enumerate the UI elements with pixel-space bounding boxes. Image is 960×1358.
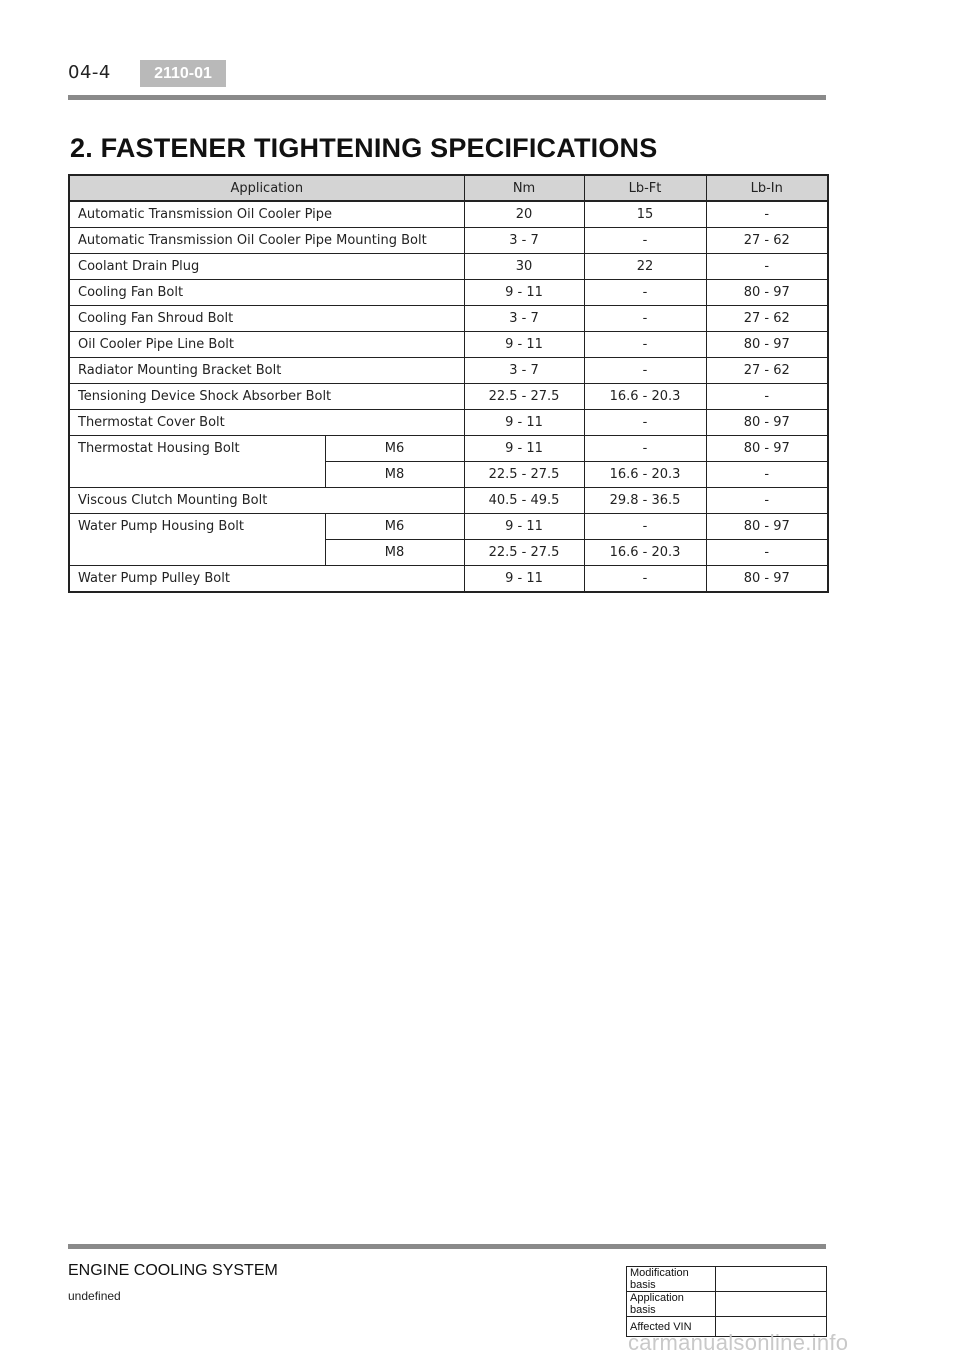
cell-nm: 3 - 7 — [464, 358, 584, 384]
cell-nm: 9 - 11 — [464, 280, 584, 306]
table-row — [69, 280, 828, 306]
table-row — [69, 566, 828, 593]
cell-lbin: - — [706, 254, 828, 280]
fastener-spec-table — [68, 174, 829, 593]
cell-lbft: 22 — [584, 254, 706, 280]
footer-subtitle: undefined — [68, 1289, 121, 1303]
cell-nm: 9 - 11 — [464, 332, 584, 358]
cell-lbin: 27 - 62 — [706, 358, 828, 384]
cell-application: Oil Cooler Pipe Line Bolt — [69, 332, 464, 358]
cell-application: Automatic Transmission Oil Cooler Pipe Mounting Bolt — [69, 228, 464, 254]
cell-application: Viscous Clutch Mounting Bolt — [69, 488, 464, 514]
table-row — [69, 201, 828, 228]
cell-nm: 9 - 11 — [464, 436, 584, 462]
table-row — [69, 358, 828, 384]
cell-lbft: - — [584, 358, 706, 384]
header-rule — [68, 95, 826, 100]
cell-bolt-size: M6 — [325, 436, 464, 462]
table-row — [69, 410, 828, 436]
table-header-row — [69, 175, 828, 201]
modification-value — [716, 1292, 827, 1317]
table-row — [69, 228, 828, 254]
cell-application: Thermostat Housing Bolt — [69, 436, 325, 488]
cell-lbin: 27 - 62 — [706, 306, 828, 332]
cell-bolt-size: M8 — [325, 462, 464, 488]
column-header-nm: Nm — [464, 175, 584, 201]
cell-bolt-size: M8 — [325, 540, 464, 566]
cell-bolt-size: M6 — [325, 514, 464, 540]
cell-lbft: - — [584, 514, 706, 540]
modification-row — [627, 1292, 827, 1317]
cell-nm: 9 - 11 — [464, 514, 584, 540]
cell-lbin: 80 - 97 — [706, 566, 828, 593]
cell-application: Water Pump Pulley Bolt — [69, 566, 464, 593]
cell-lbin: - — [706, 384, 828, 410]
cell-lbin: 80 - 97 — [706, 332, 828, 358]
modification-row — [627, 1267, 827, 1292]
cell-lbft: 16.6 - 20.3 — [584, 384, 706, 410]
cell-nm: 22.5 - 27.5 — [464, 540, 584, 566]
modification-label: Modification basis — [627, 1267, 716, 1292]
cell-lbin: 27 - 62 — [706, 228, 828, 254]
cell-application: Cooling Fan Bolt — [69, 280, 464, 306]
cell-lbft: - — [584, 410, 706, 436]
column-header-lbft: Lb-Ft — [584, 175, 706, 201]
footer-rule — [68, 1244, 826, 1249]
cell-lbft: - — [584, 566, 706, 593]
cell-lbft: 16.6 - 20.3 — [584, 540, 706, 566]
cell-application: Thermostat Cover Bolt — [69, 410, 464, 436]
section-code-badge: 2110-01 — [140, 60, 226, 87]
cell-nm: 9 - 11 — [464, 566, 584, 593]
cell-lbft: - — [584, 228, 706, 254]
column-header-application: Application — [69, 175, 464, 201]
cell-nm: 3 - 7 — [464, 228, 584, 254]
cell-nm: 22.5 - 27.5 — [464, 384, 584, 410]
cell-lbft: 15 — [584, 201, 706, 228]
cell-application: Water Pump Housing Bolt — [69, 514, 325, 566]
cell-lbin: 80 - 97 — [706, 410, 828, 436]
cell-lbft: 16.6 - 20.3 — [584, 462, 706, 488]
table-row — [69, 332, 828, 358]
cell-application: Tensioning Device Shock Absorber Bolt — [69, 384, 464, 410]
cell-lbft: - — [584, 332, 706, 358]
table-row — [69, 306, 828, 332]
cell-lbin: - — [706, 540, 828, 566]
cell-lbin: 80 - 97 — [706, 514, 828, 540]
table-row — [69, 488, 828, 514]
table-row — [69, 384, 828, 410]
modification-table — [626, 1266, 827, 1337]
cell-lbin: - — [706, 201, 828, 228]
cell-application: Coolant Drain Plug — [69, 254, 464, 280]
cell-lbin: - — [706, 488, 828, 514]
page-number: 04-4 — [68, 62, 111, 83]
footer-chapter-title: ENGINE COOLING SYSTEM — [68, 1262, 278, 1279]
cell-application: Cooling Fan Shroud Bolt — [69, 306, 464, 332]
column-header-lbin: Lb-In — [706, 175, 828, 201]
cell-lbin: - — [706, 462, 828, 488]
cell-nm: 20 — [464, 201, 584, 228]
modification-label: Affected VIN — [627, 1317, 716, 1337]
cell-nm: 40.5 - 49.5 — [464, 488, 584, 514]
cell-lbft: - — [584, 436, 706, 462]
table-row — [69, 514, 828, 540]
cell-lbft: 29.8 - 36.5 — [584, 488, 706, 514]
cell-application: Radiator Mounting Bracket Bolt — [69, 358, 464, 384]
table-row — [69, 436, 828, 462]
table-row — [69, 254, 828, 280]
watermark: carmanualsonline.info — [628, 1330, 849, 1355]
cell-lbin: 80 - 97 — [706, 436, 828, 462]
page-title: 2. FASTENER TIGHTENING SPECIFICATIONS — [70, 133, 658, 163]
cell-application: Automatic Transmission Oil Cooler Pipe — [69, 201, 464, 228]
cell-nm: 3 - 7 — [464, 306, 584, 332]
cell-lbin: 80 - 97 — [706, 280, 828, 306]
cell-lbft: - — [584, 306, 706, 332]
cell-nm: 22.5 - 27.5 — [464, 462, 584, 488]
cell-nm: 9 - 11 — [464, 410, 584, 436]
modification-value — [716, 1267, 827, 1292]
modification-label: Application basis — [627, 1292, 716, 1317]
cell-nm: 30 — [464, 254, 584, 280]
cell-lbft: - — [584, 280, 706, 306]
